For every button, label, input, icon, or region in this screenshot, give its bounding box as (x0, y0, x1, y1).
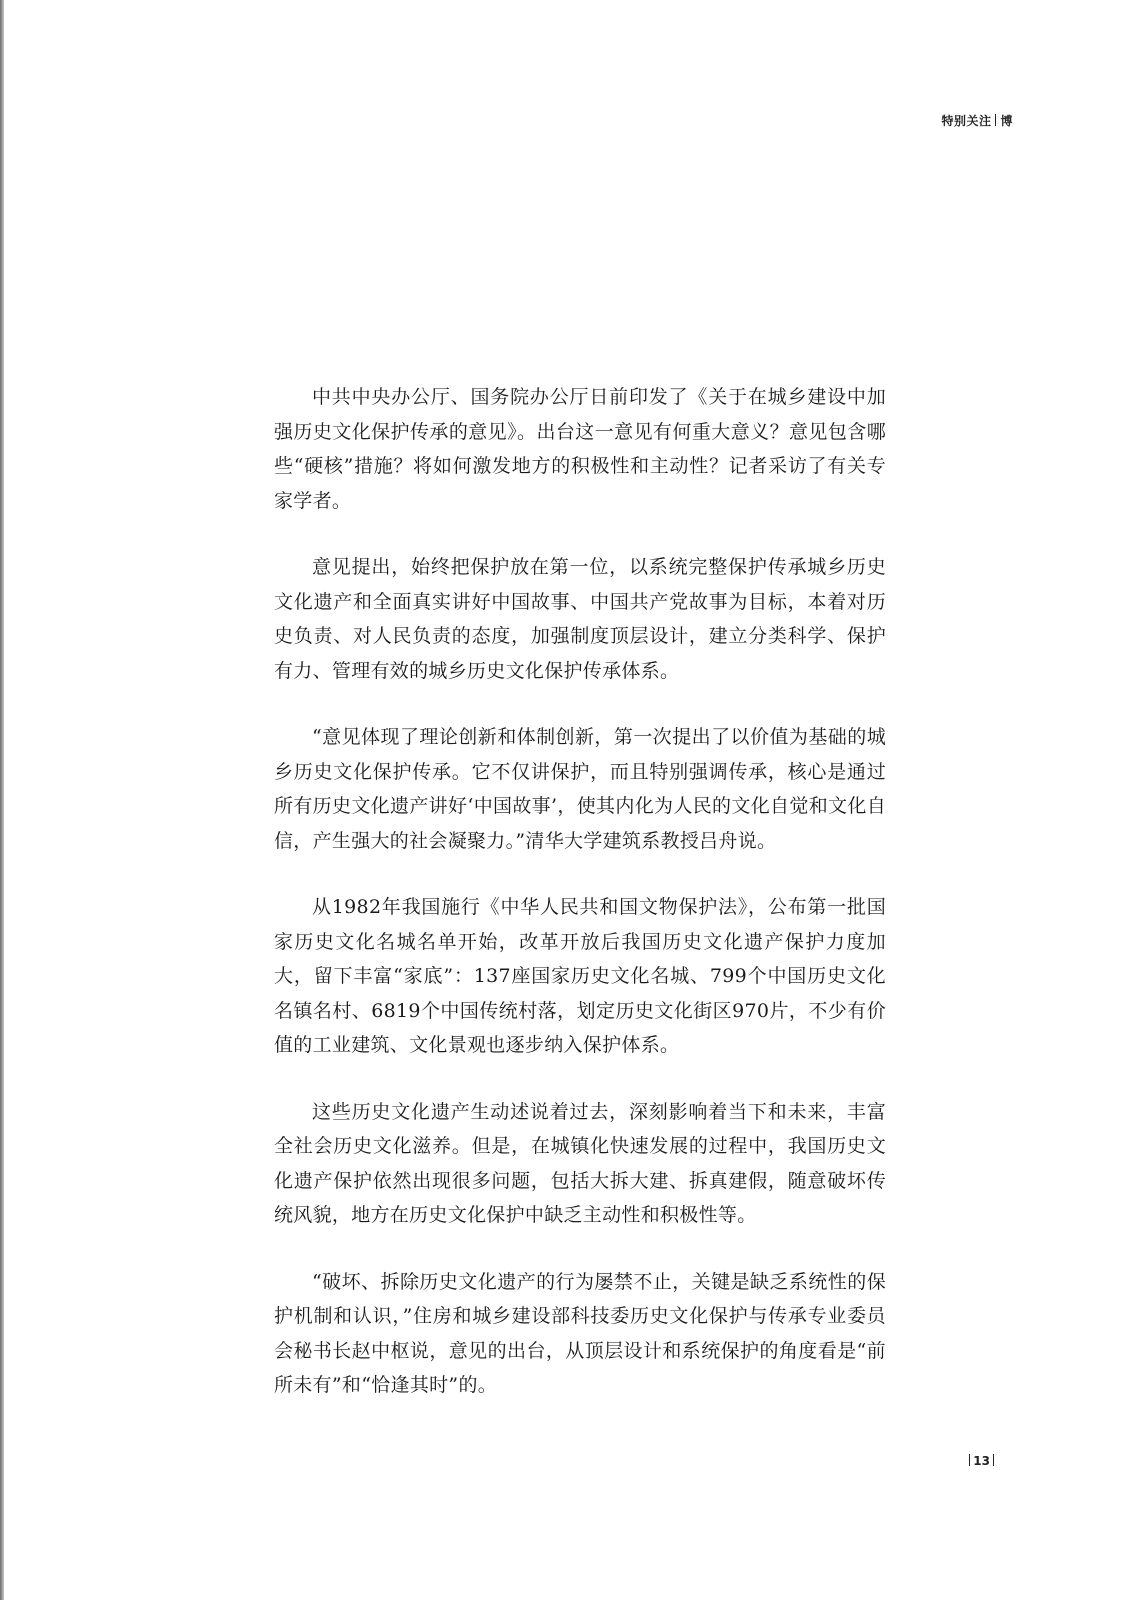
page-number-bar-right (993, 1454, 994, 1466)
paragraph-problems: 这些历史文化遗产生动述说着过去，深刻影响着当下和未来，丰富全社会历史文化滋养。但是，在城镇化快速发展的过程中，我国历史文化遗产保护依然出现很多问题，包括大拆大建、拆真建假，随意破坏传统风貌，地方在历史文化保护中缺乏主动性和积极性等。 (274, 1100, 886, 1226)
paragraph-intro: 中共中央办公厅、国务院办公厅日前印发了《关于在城乡建设中加强历史文化保护传承的意见》。出台这一意见有何重大意义？意见包含哪些“硬核”措施？将如何激发地方的积极性和主动性？记者采访了有关专家学者。 (274, 386, 886, 512)
section-title: 特别关注 (941, 114, 992, 128)
paragraph-opinion: 意见提出，始终把保护放在第一位，以系统完整保护传承城乡历史文化遗产和全面真实讲好中国故事、中国共产党故事为目标，本着对历史负责、对人民负责的态度，加强制度顶层设计，建立分类科学、保护有力、管理有效的城乡历史文化保护传承体系。 (274, 556, 886, 682)
header-divider (995, 114, 996, 126)
page-number (966, 1454, 997, 1468)
column-title: 博 (1000, 114, 1013, 128)
page-spine-shadow (0, 0, 4, 1600)
running-header (941, 112, 1013, 129)
paragraph-quote-lv-zhou: “意见体现了理论创新和体制创新，第一次提出了以价值为基础的城乡历史文化保护传承。它不仅讲保护，而且特别强调传承，核心是通过所有历史文化遗产讲好‘中国故事’，使其内化为人民的文化自觉和文化自信，产生强大的社会凝聚力。”清华大学建筑系教授吕舟说。 (274, 726, 886, 852)
page-number-bar-left (969, 1454, 970, 1466)
page-number-value: 13 (973, 1454, 990, 1468)
article-body (274, 380, 886, 1435)
paragraph-history: 从1982年我国施行《中华人民共和国文物保护法》，公布第一批国家历史文化名城名单开始，改革开放后我国历史文化遗产保护力度加大，留下丰富“家底”：137座国家历史文化名城、799个中国历史文化名镇名村、6819个中国传统村落，划定历史文化街区970片，不少有价值的工业建筑、文化景观也逐步纳入保护体系。 (274, 896, 886, 1056)
paragraph-quote-zhao-zhongshu: “破坏、拆除历史文化遗产的行为屡禁不止，关键是缺乏系统性的保护机制和认识，”住房和城乡建设部科技委历史文化保护与传承专业委员会秘书长赵中枢说，意见的出台，从顶层设计和系统保护的角度看是“前所未有”和“恰逢其时”的。 (274, 1270, 886, 1396)
